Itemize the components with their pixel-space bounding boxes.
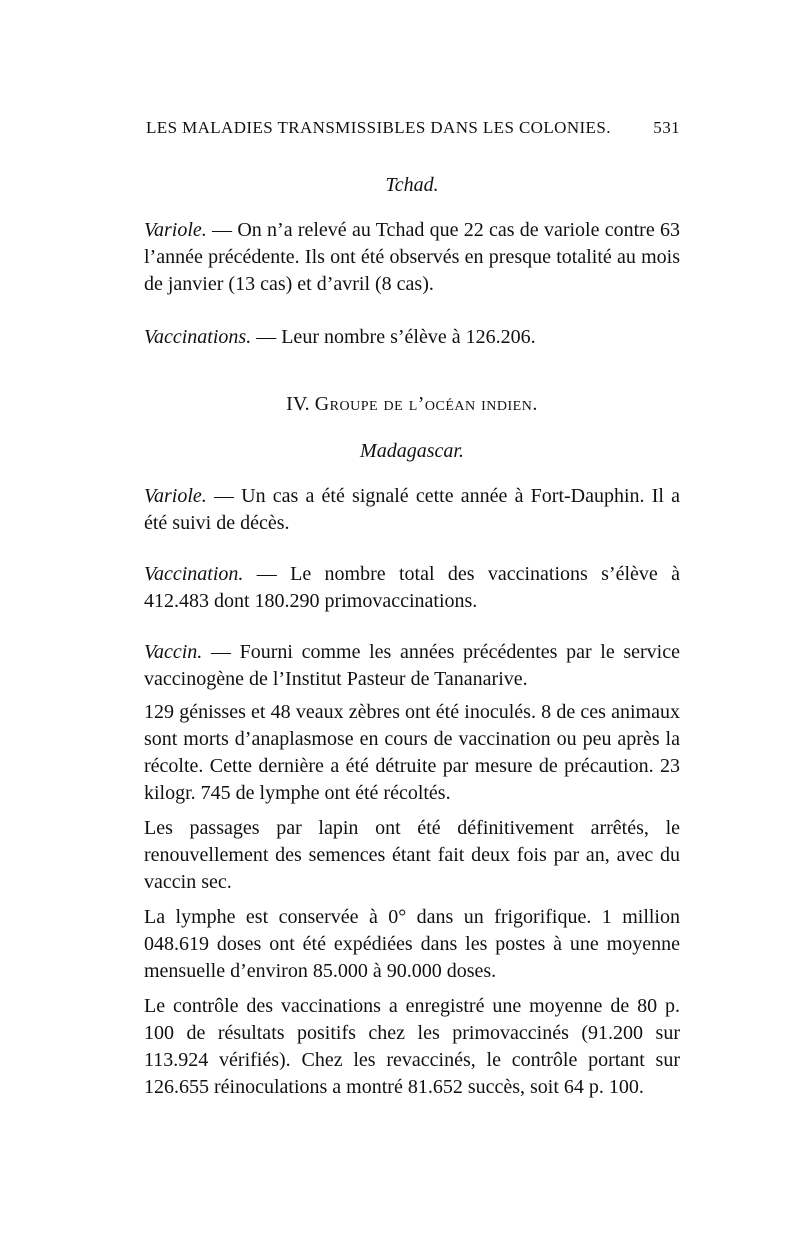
section-title-madagascar: Madagascar. [360, 440, 464, 462]
paragraph-vaccinations-tchad [144, 324, 680, 351]
group-numeral: IV. [286, 393, 310, 415]
text-vaccination-madagascar: — Le nombre total des vaccinations s’élève à 412.483 dont 180.290 primovaccinations. [144, 563, 680, 612]
lead-variole-tchad: Variole. [144, 219, 207, 241]
lead-vaccination-madagascar: Vaccination. [144, 563, 244, 585]
running-head-title: LES MALADIES TRANSMISSIBLES DANS LES COLONIES. [146, 118, 611, 137]
paragraph-variole-tchad [144, 217, 680, 298]
paragraph-passages: Les passages par lapin ont été définitivement arrêtés, le renouvellement des semences étant fait deux fois par an, avec du vaccin sec. [144, 817, 680, 893]
lead-vaccinations-tchad: Vaccinations. [144, 326, 252, 348]
group-title [144, 393, 680, 416]
document-page [144, 112, 680, 1101]
lead-vaccin-madagascar: Vaccin. [144, 641, 203, 663]
section-title-tchad: Tchad. [385, 174, 439, 196]
text-vaccin-madagascar: — Fourni comme les années précédentes par le service vaccinogène de l’Institut Pasteur de Tananarive. [144, 641, 680, 690]
paragraph-variole-madagascar [144, 483, 680, 537]
text-variole-tchad: — On n’a relevé au Tchad que 22 cas de variole contre 63 l’année précédente. Ils ont été observés en presque totalité au mois de janvier (13 cas) et d’avril (8 cas). [144, 219, 680, 295]
paragraph-vaccin-madagascar [144, 639, 680, 693]
paragraph-genisses: 129 génisses et 48 veaux zèbres ont été inoculés. 8 de ces animaux sont morts d’anaplasmose en cours de vaccination ou peu après la récolte. Cette dernière a été détruite par mesure de précaution. 23 kilogr. 745 de lymphe ont été récoltés. [144, 701, 680, 804]
paragraph-vaccination-madagascar [144, 561, 680, 615]
paragraph-controle: Le contrôle des vaccinations a enregistré une moyenne de 80 p. 100 de résultats positifs chez les primovaccinés (91.200 sur 113.924 vérifiés). Chez les revaccinés, le contrôle portant sur 126.655 réinoculations a montré 81.652 succès, soit 64 p. 100. [144, 995, 680, 1098]
text-vaccinations-tchad: — Leur nombre s’élève à 126.206. [251, 326, 536, 348]
text-variole-madagascar: — Un cas a été signalé cette année à Fort-Dauphin. Il a été suivi de décès. [144, 485, 680, 534]
group-name: Groupe de l’océan indien. [314, 393, 538, 415]
lead-variole-madagascar: Variole. [144, 485, 207, 507]
paragraph-lymphe: La lymphe est conservée à 0° dans un frigorifique. 1 million 048.619 doses ont été expédiées dans les postes à une moyenne mensuelle d’environ 85.000 à 90.000 doses. [144, 906, 680, 982]
page-number: 531 [653, 118, 680, 137]
running-head [144, 112, 680, 142]
